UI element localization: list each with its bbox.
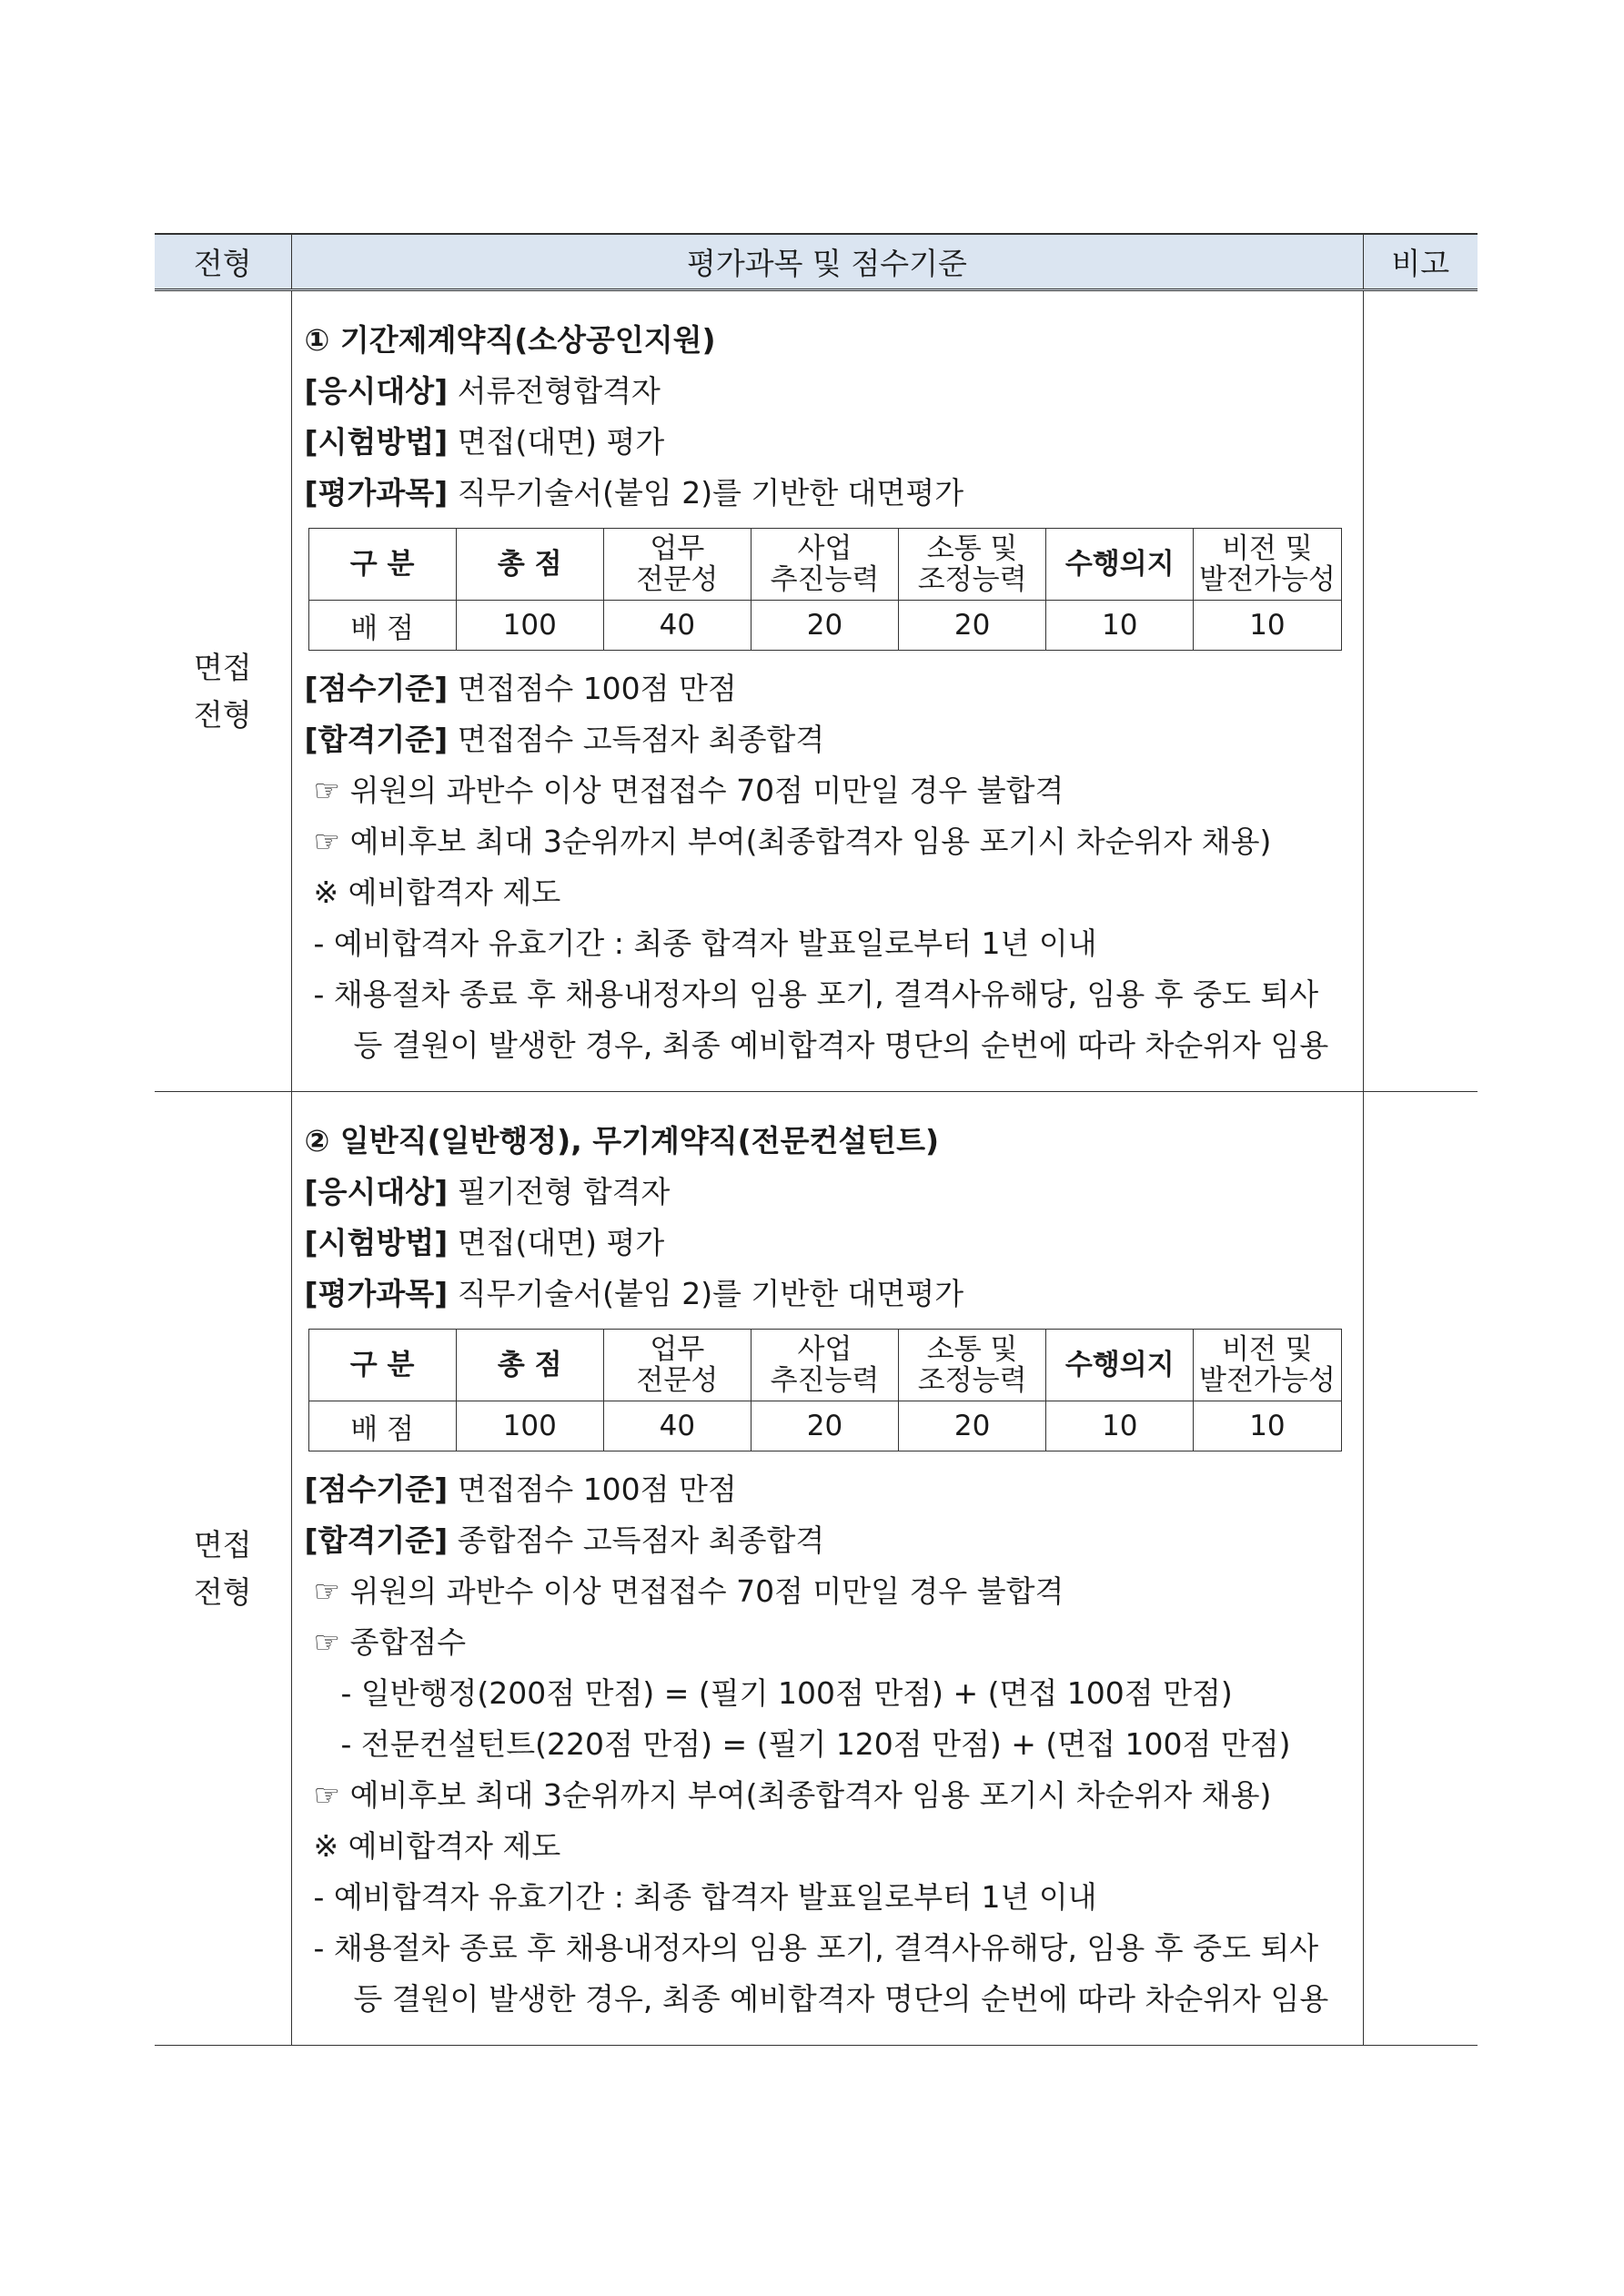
bullet-line: ☞ 위원의 과반수 이상 면접접수 70점 미만일 경우 불합격 — [313, 1573, 1064, 1609]
method-line — [305, 1218, 1354, 1269]
reserve-item: - 예비합격자 유효기간 : 최종 합격자 발표일로부터 1년 이내 — [313, 1879, 1097, 1915]
score-value-cell: 100 — [456, 1401, 603, 1451]
composite-item: - 일반행정(200점 만점) = (필기 100점 만점) + (면접 100점 만점) — [340, 1675, 1233, 1711]
score-header-text: 수행의지 — [1064, 548, 1175, 581]
score-header-text: 발전가능성 — [1199, 563, 1336, 596]
pass-criteria-line — [305, 714, 1354, 765]
pass-label: [합격기준] — [304, 722, 449, 757]
score-header-cell — [751, 1330, 898, 1401]
score-header-cell — [456, 529, 603, 601]
score-value-cell: 40 — [603, 1401, 751, 1451]
type-line: 전형 — [193, 696, 252, 733]
score-header-text: 비전 및 — [1222, 1333, 1313, 1366]
reserve-title: ※ 예비합격자 제도 — [313, 1828, 561, 1864]
target-line — [305, 366, 1354, 417]
score-header-text: 소통 및 — [926, 1333, 1018, 1366]
score-value-cell: 배 점 — [308, 601, 456, 651]
table-header-row — [155, 234, 1478, 290]
score-value-cell: 10 — [1194, 601, 1341, 651]
target-value: 서류전형합격자 — [457, 373, 661, 409]
score-value-cell: 20 — [751, 601, 898, 651]
header-type: 전형 — [155, 234, 291, 290]
type-cell-2 — [155, 1092, 291, 2046]
content-cell-1 — [291, 290, 1363, 1092]
score-value: 면접점수 100점 만점 — [457, 671, 737, 706]
score-value-cell: 20 — [899, 1401, 1046, 1451]
bullet-line: ☞ 예비후보 최대 3순위까지 부여(최종합격자 임용 포기시 차순위자 채용) — [313, 824, 1272, 859]
score-table-header — [308, 529, 1341, 601]
score-header-text: 총 점 — [497, 1349, 562, 1381]
section-title: ② 일반직(일반행정), 무기계약직(전문컨설턴트) — [304, 1123, 940, 1158]
pass-value: 면접점수 고득점자 최종합격 — [457, 722, 825, 757]
method-value: 면접(대면) 평가 — [457, 1225, 665, 1260]
reserve-item: - 채용절차 종료 후 채용내정자의 임용 포기, 결격사유해당, 임용 후 중도 퇴사 — [313, 1930, 1319, 1966]
reserve-item-continued: 등 결원이 발생한 경우, 최종 예비합격자 명단의 순번에 따라 차순위자 임용 — [353, 1981, 1329, 2017]
score-header-text: 추진능력 — [770, 563, 880, 596]
type-line: 전형 — [193, 1573, 252, 1610]
score-header-text: 조정능력 — [917, 1364, 1027, 1397]
composite-item: - 전문컨설턴트(220점 만점) = (필기 120점 만점) + (면접 100점 만점) — [340, 1726, 1291, 1762]
method-label: [시험방법] — [304, 1225, 449, 1260]
score-table-values — [308, 1401, 1341, 1451]
score-header-cell — [899, 529, 1046, 601]
score-value-cell: 100 — [456, 601, 603, 651]
content-cell-2 — [291, 1092, 1363, 2046]
score-table-header — [308, 1330, 1341, 1401]
subject-label: [평가과목] — [304, 475, 449, 511]
score-value-cell: 40 — [603, 601, 751, 651]
score-header-text: 수행의지 — [1064, 1349, 1175, 1381]
selection-criteria-table — [155, 233, 1478, 2046]
bullet-line: ☞ 위원의 과반수 이상 면접접수 70점 미만일 경우 불합격 — [313, 773, 1064, 808]
score-header-cell — [1046, 529, 1194, 601]
type-line: 면접 — [193, 1526, 252, 1563]
target-label: [응시대상] — [304, 373, 449, 409]
score-header-text: 발전가능성 — [1199, 1364, 1336, 1397]
score-header-cell — [1046, 1330, 1194, 1401]
subject-label: [평가과목] — [304, 1276, 449, 1311]
score-value-cell: 배 점 — [308, 1401, 456, 1451]
score-value-cell: 10 — [1194, 1401, 1341, 1451]
type-line: 면접 — [193, 649, 252, 685]
score-header-text: 사업 — [797, 532, 852, 565]
score-header-text: 전문성 — [636, 1364, 719, 1397]
section-row-1 — [155, 290, 1478, 1092]
score-value-cell: 20 — [751, 1401, 898, 1451]
subject-value: 직무기술서(붙임 2)를 기반한 대면평가 — [457, 475, 964, 511]
score-header-cell — [751, 529, 898, 601]
bullet-line: ☞ 예비후보 최대 3순위까지 부여(최종합격자 임용 포기시 차순위자 채용) — [313, 1777, 1272, 1813]
score-header-text: 추진능력 — [770, 1364, 880, 1397]
score-header-cell — [1194, 1330, 1341, 1401]
score-header-text: 소통 및 — [926, 532, 1018, 565]
score-criteria-line — [305, 663, 1354, 714]
pass-value: 종합점수 고득점자 최종합격 — [457, 1522, 825, 1558]
section-row-2 — [155, 1092, 1478, 2046]
note-cell-1 — [1363, 290, 1478, 1092]
score-header-cell — [1194, 529, 1341, 601]
score-header-text: 업무 — [650, 1333, 705, 1366]
score-header-text: 사업 — [797, 1333, 852, 1366]
section-title: ① 기간제계약직(소상공인지원) — [304, 322, 716, 358]
score-header-text: 비전 및 — [1222, 532, 1313, 565]
score-header-cell — [456, 1330, 603, 1401]
header-content: 평가과목 및 점수기준 — [291, 234, 1363, 290]
score-header-text: 구 분 — [349, 1349, 415, 1381]
score-header-cell — [603, 1330, 751, 1401]
subject-value: 직무기술서(붙임 2)를 기반한 대면평가 — [457, 1276, 964, 1311]
score-header-text: 전문성 — [636, 563, 719, 596]
target-label: [응시대상] — [304, 1174, 449, 1209]
subject-line — [305, 468, 1354, 519]
score-table — [308, 528, 1342, 651]
pass-label: [합격기준] — [304, 1522, 449, 1558]
score-header-text: 업무 — [650, 532, 705, 565]
pass-criteria-line — [305, 1515, 1354, 1566]
score-header-cell — [308, 529, 456, 601]
reserve-title: ※ 예비합격자 제도 — [313, 875, 561, 910]
score-value-cell: 10 — [1046, 601, 1194, 651]
score-header-cell — [308, 1330, 456, 1401]
score-header-text: 총 점 — [497, 548, 562, 581]
reserve-item: - 채용절차 종료 후 채용내정자의 임용 포기, 결격사유해당, 임용 후 중도 퇴사 — [313, 976, 1319, 1012]
score-table — [308, 1329, 1342, 1451]
score-value-cell: 20 — [899, 601, 1046, 651]
score-header-text: 구 분 — [349, 548, 415, 581]
score-value: 면접점수 100점 만점 — [457, 1472, 737, 1507]
reserve-item-continued: 등 결원이 발생한 경우, 최종 예비합격자 명단의 순번에 따라 차순위자 임용 — [353, 1027, 1329, 1063]
method-line — [305, 417, 1354, 468]
target-value: 필기전형 합격자 — [457, 1174, 671, 1209]
type-cell-1 — [155, 290, 291, 1092]
subject-line — [305, 1269, 1354, 1320]
score-table-values — [308, 601, 1341, 651]
target-line — [305, 1167, 1354, 1218]
score-label: [점수기준] — [304, 671, 449, 706]
score-header-cell — [603, 529, 751, 601]
score-criteria-line — [305, 1464, 1354, 1515]
score-value-cell: 10 — [1046, 1401, 1194, 1451]
bullet-line: ☞ 종합점수 — [313, 1624, 467, 1660]
method-label: [시험방법] — [304, 424, 449, 460]
score-header-cell — [899, 1330, 1046, 1401]
header-note: 비고 — [1363, 234, 1478, 290]
score-header-text: 조정능력 — [917, 563, 1027, 596]
reserve-item: - 예비합격자 유효기간 : 최종 합격자 발표일로부터 1년 이내 — [313, 925, 1097, 961]
score-label: [점수기준] — [304, 1472, 449, 1507]
note-cell-2 — [1363, 1092, 1478, 2046]
method-value: 면접(대면) 평가 — [457, 424, 665, 460]
